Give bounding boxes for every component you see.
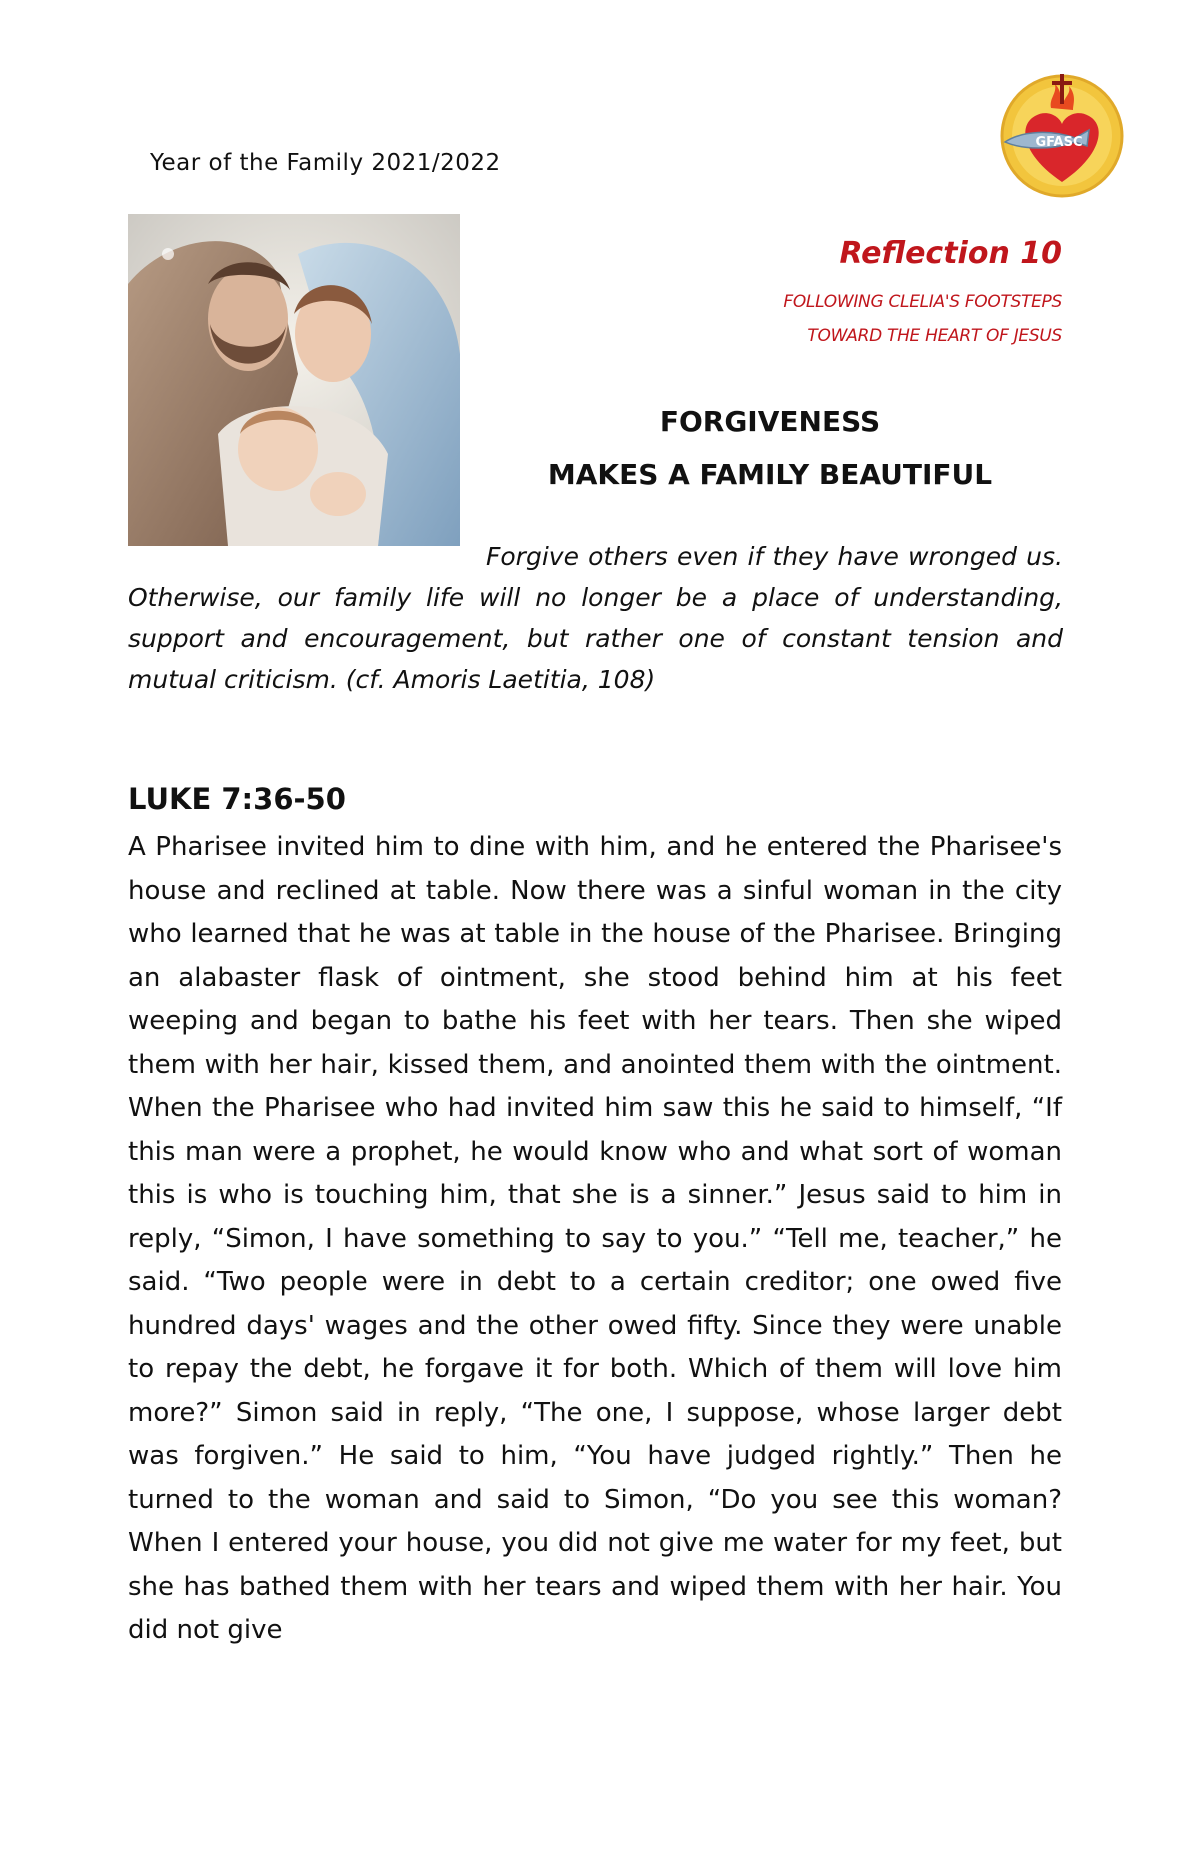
year-line: Year of the Family 2021/2022 — [150, 150, 501, 176]
main-title-line-1: FORGIVENESS — [659, 405, 881, 438]
reflection-subtitle-line-1: FOLLOWING CLELIA'S FOOTSTEPS — [783, 292, 1062, 312]
holy-family-illustration — [128, 214, 460, 546]
logo-text: GFASC — [1035, 135, 1083, 150]
congregation-logo — [993, 64, 1131, 202]
scripture-reference: LUKE 7:36-50 — [128, 782, 346, 816]
scripture-text: A Pharisee invited him to dine with him, and he entered the Pharisee's house and reclined at table. Now there was a sinful woman in the city who learned that he was at table in the house of the Pharisee. Bringing an alabaster flask of ointment, she stood behind him at his feet weeping and began to bathe his feet with her tears. Then she wiped them with her hair, kissed them, and anointed them with the ointment. When the Pharisee who had invited him saw this he said to himself, “If this man were a prophet, he would know who and what sort of woman this is who is touching him, that she is a sinner.” Jesus said to him in reply, “Simon, I have something to say to you.” “Tell me, teacher,” he said. “Two people were in debt to a certain creditor; one owed five hundred days' wages and the other owed fifty. Since they were unable to repay the debt, he forgave it for both. Which of them will love him more?” Simon said in reply, “The one, I suppose, whose larger debt was forgiven.” He said to him, “You have judged rightly.” Then he turned to the woman and said to Simon, “Do you see this woman? When I entered your house, you did not give me water for my feet, but she has bathed them with her tears and wiped them with her hair. You did not give — [128, 832, 1062, 1645]
reflection-subtitle-line-2: TOWARD THE HEART OF JESUS — [807, 326, 1062, 346]
reflection-title: Reflection 10 — [839, 236, 1062, 271]
main-title-line-2: MAKES A FAMILY BEAUTIFUL — [547, 458, 993, 491]
quote-paragraph: Forgive others even if they have wronged us. Otherwise, our family life will no longer be a place of understanding, support and encouragement, but rather one of constant tension and mutual criticism. (cf. Amoris Laetitia, 108) — [128, 542, 1063, 694]
